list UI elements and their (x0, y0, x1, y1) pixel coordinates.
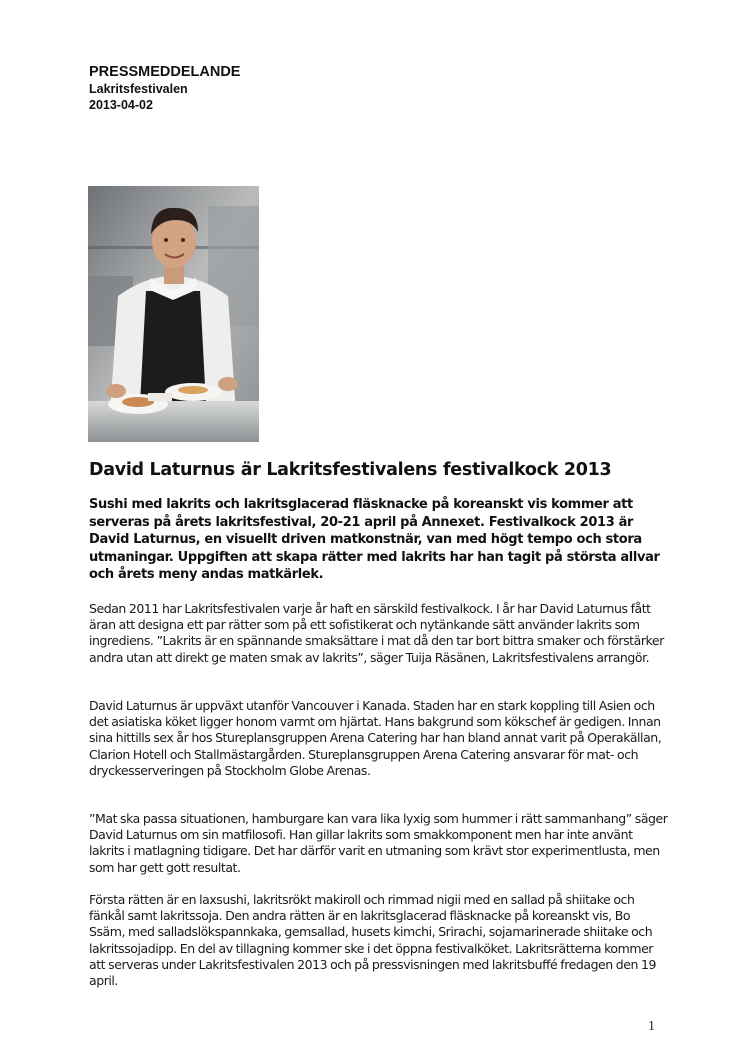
page-number: 1 (648, 1019, 655, 1034)
release-date: 2013-04-02 (89, 98, 153, 112)
body-paragraph: Första rätten är en laxsushi, lakritsrökt makiroll och rimmad nigii med en sallad på shiitake och fänkål samt lakritssoja. Den andra rätten är en lakritsglacerad fläsknacke på koreanskt vis, Bo Ssäm, med salladslökspannkaka, gemsallad, husets kimchi, Srirachi, sojamarinerade shiitake och lakritssojadipp. En del av tillagning kommer ske i det öppna festivalköket. Lakritsrätterna kommer att serveras under Lakritsfestivalen 2013 och på pressvisningen med lakritsbuffé fredagen den 19 april. (89, 892, 657, 989)
lead-paragraph: Sushi med lakrits och lakritsglacerad fläsknacke på koreanskt vis kommer att serveras på årets lakritsfestival, 20-21 april på Annexet. Festivalkock 2013 är David Laturnus, en visuellt driven matkonstnär, van med högt tempo och stora utmaningar. Uppgiften att skapa rätter med lakrits har han tagit på största allvar och årets meny andas matkärlek. (89, 497, 660, 582)
document-type-heading: PRESSMEDDELANDE (89, 64, 241, 80)
festival-name: Lakritsfestivalen (89, 82, 188, 96)
document-header (89, 64, 240, 113)
body-paragraph: ”Mat ska passa situationen, hamburgare kan vara lika lyxig som hummer i rätt sammanhang” säger David Laturnus om sin matfilosofi. Han gillar lakrits som smakkomponent men har inte använt lakrits i matlagning tidigare. Det har därför varit en utmaning som krävt stor experimentlusta, men som har gett gott resultat. (89, 811, 668, 875)
body-paragraph: Sedan 2011 har Lakritsfestivalen varje år haft en särskild festivalkock. I år har David Laturnus fått äran att designa ett par rätter som på ett sofistikerat och nytänkande sätt använder lakrits som ingrediens. ”Lakrits är en spännande smaksättare i mat då den tar bort bittra smaker och förstärker andra utan att direkt ge maten smak av lakrits”, säger Tuija Räsänen, Lakritsfestivalens arrangör. (89, 601, 664, 665)
chef-photo (88, 186, 259, 442)
article-headline: David Laturnus är Lakritsfestivalens festivalkock 2013 (89, 460, 612, 480)
body-paragraph: David Laturnus är uppväxt utanför Vancouver i Kanada. Staden har en stark koppling till Asien och det asiatiska köket ligger honom varmt om hjärtat. Hans bakgrund som kökschef är gedigen. Innan sina hittills sex år hos Stureplansgruppen Arena Catering har han bland annat varit på Operakällan, Clarion Hotell och Stallmästargården. Stureplansgruppen Arena Catering ansvarar för mat- och dryckesserveringen på Stockholm Globe Arenas. (89, 698, 662, 778)
